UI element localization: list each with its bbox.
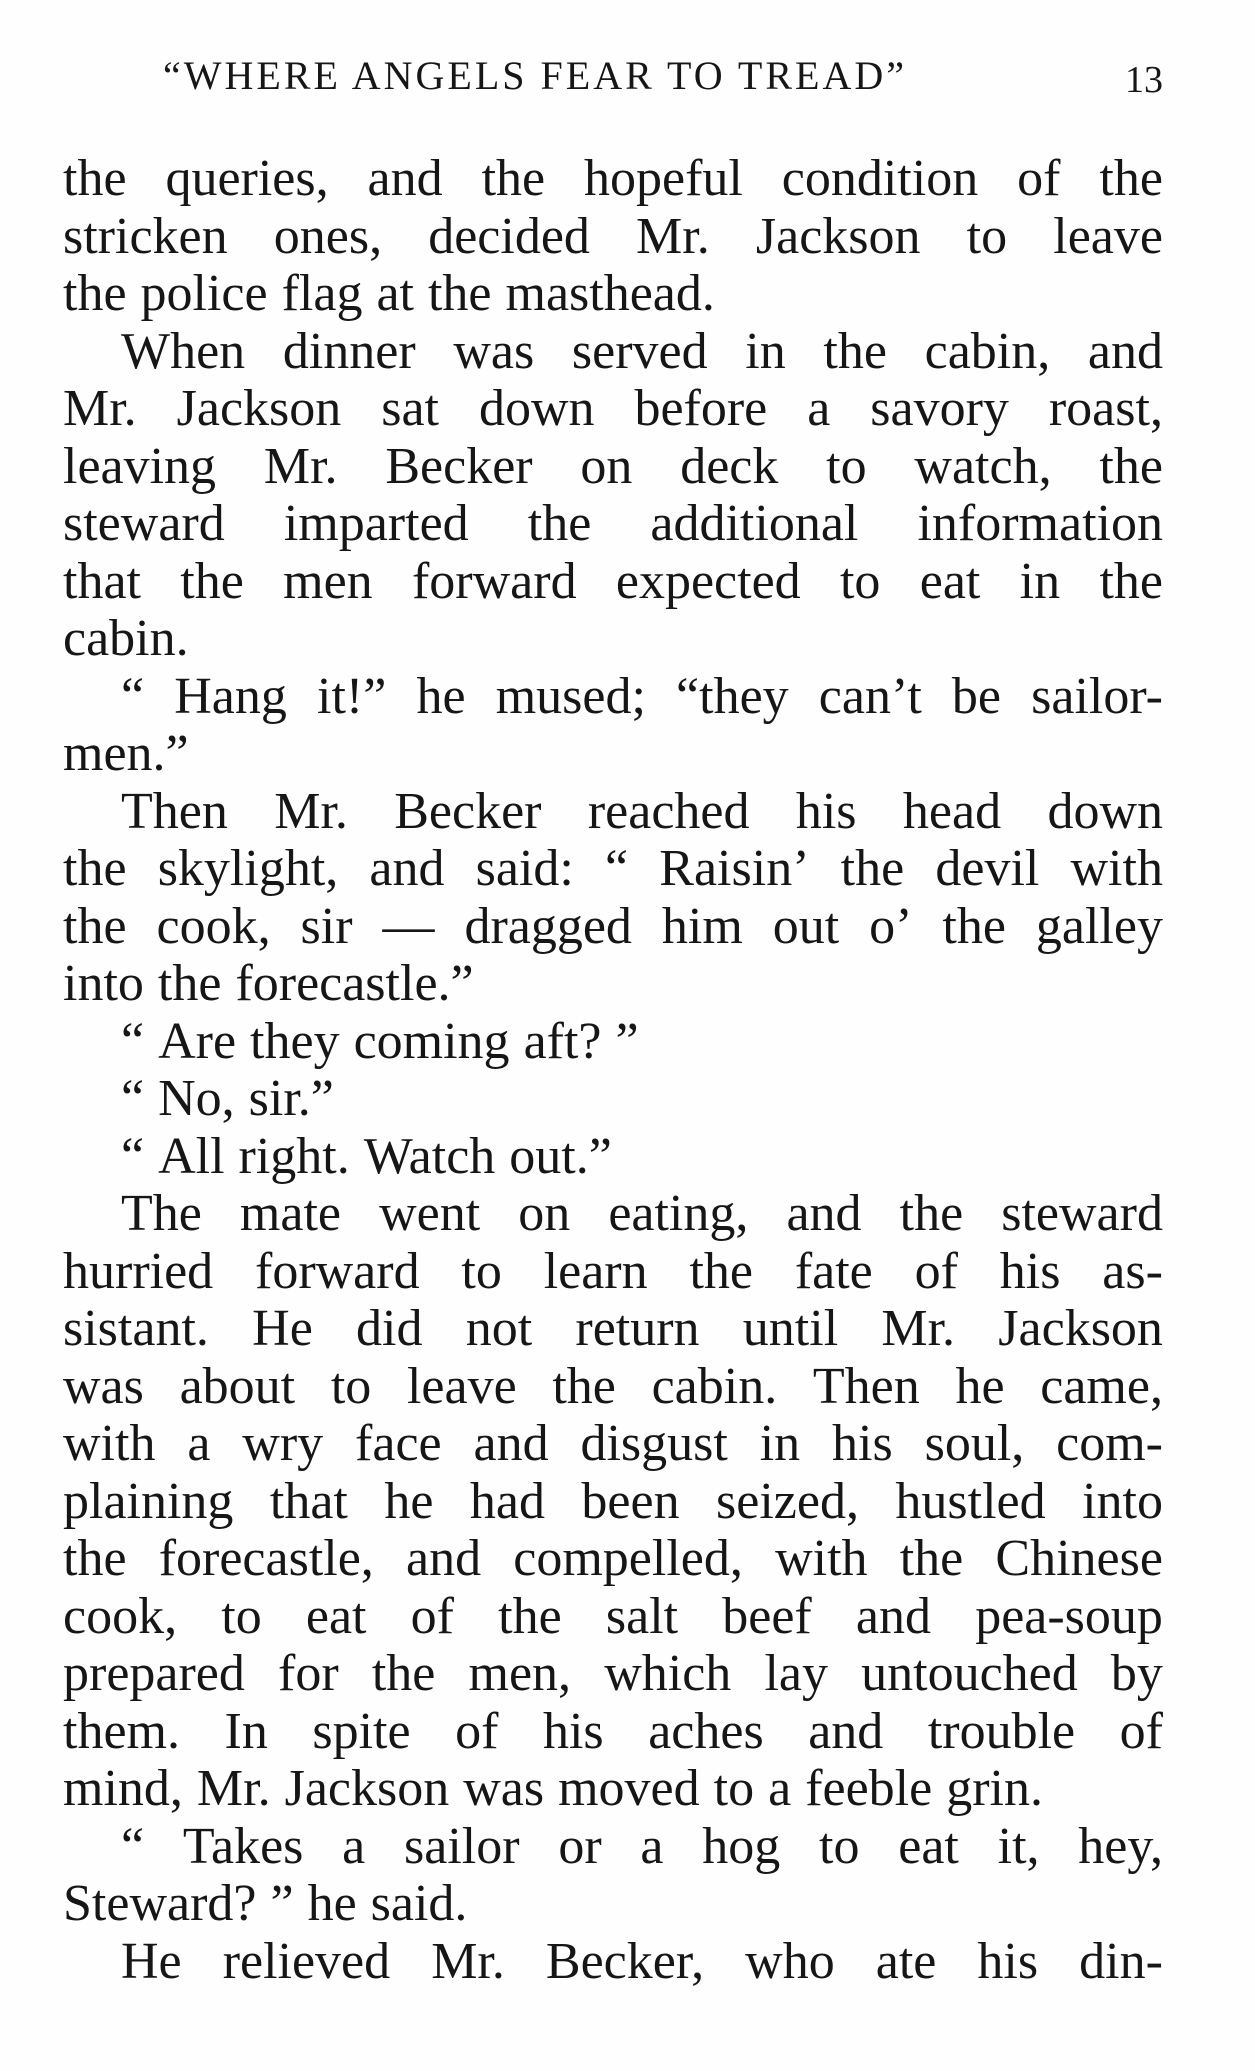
text-line bbox=[63, 438, 1163, 496]
word: sir bbox=[300, 897, 353, 955]
word: in bbox=[745, 322, 786, 380]
word: cook, bbox=[63, 1587, 178, 1645]
word: of bbox=[455, 1702, 499, 1760]
word: Mr. bbox=[274, 782, 348, 840]
word: a bbox=[768, 1760, 792, 1817]
word: untouched bbox=[861, 1645, 1078, 1702]
word: out.” bbox=[509, 1127, 612, 1185]
word: can’t bbox=[818, 667, 922, 725]
word: the bbox=[1099, 552, 1163, 610]
word: said. bbox=[370, 1875, 468, 1932]
word: Mr. bbox=[63, 380, 137, 437]
text-line bbox=[63, 1875, 1163, 1933]
text-line bbox=[63, 1588, 1163, 1646]
word: right. bbox=[238, 1127, 350, 1185]
word: did bbox=[356, 1300, 423, 1357]
word: “ bbox=[121, 1070, 145, 1127]
word: Becker bbox=[394, 782, 542, 840]
word: “ bbox=[605, 840, 629, 897]
text-line bbox=[63, 495, 1163, 553]
word: the bbox=[63, 897, 127, 955]
word: with bbox=[775, 1530, 868, 1587]
word: on bbox=[518, 1185, 571, 1242]
text-line bbox=[63, 1358, 1163, 1416]
word: In bbox=[224, 1702, 268, 1760]
text-line bbox=[63, 1473, 1163, 1531]
word: forecastle, bbox=[158, 1530, 374, 1587]
word: Mr. bbox=[636, 207, 710, 265]
page-number: 13 bbox=[1125, 59, 1163, 101]
word: the bbox=[481, 150, 546, 207]
word: to bbox=[826, 437, 867, 495]
word: fate bbox=[794, 1242, 873, 1300]
word: Jackson bbox=[284, 1760, 450, 1817]
word: police bbox=[140, 265, 268, 322]
word: sistant. bbox=[63, 1300, 209, 1357]
word: “ bbox=[121, 667, 145, 725]
word: to bbox=[819, 1817, 860, 1875]
word: sir.” bbox=[248, 1070, 334, 1127]
text-line bbox=[63, 610, 1163, 668]
word: expected bbox=[615, 552, 801, 610]
text-line bbox=[63, 1300, 1163, 1358]
word: decided bbox=[428, 207, 590, 265]
text-line bbox=[63, 553, 1163, 611]
word: at bbox=[376, 265, 414, 322]
text-line bbox=[63, 1703, 1163, 1761]
text-line bbox=[63, 898, 1163, 956]
word: and bbox=[855, 1587, 932, 1645]
word: wry bbox=[242, 1415, 324, 1472]
word: men bbox=[283, 552, 373, 610]
word: the bbox=[427, 265, 492, 322]
word: of bbox=[410, 1587, 454, 1645]
word: the bbox=[498, 1587, 562, 1645]
word: ate bbox=[875, 1932, 937, 1990]
word: Mr. bbox=[881, 1300, 956, 1357]
word: Jackson bbox=[176, 380, 342, 437]
text-line bbox=[63, 1415, 1163, 1473]
word: “they bbox=[676, 667, 789, 725]
word: of bbox=[1119, 1702, 1163, 1760]
word: hog bbox=[702, 1817, 781, 1875]
word: about bbox=[179, 1357, 296, 1415]
word: leave bbox=[406, 1357, 517, 1415]
running-title: “WHERE ANGELS FEAR TO TREAD” bbox=[163, 53, 907, 98]
word: the bbox=[689, 1242, 753, 1300]
word: galley bbox=[1035, 897, 1163, 955]
text-line bbox=[63, 323, 1163, 381]
text-line bbox=[63, 840, 1163, 898]
word: devil bbox=[935, 840, 1040, 897]
word: disgust bbox=[580, 1415, 728, 1472]
word: for bbox=[278, 1645, 339, 1702]
word: Takes bbox=[182, 1817, 304, 1875]
word: Jackson bbox=[755, 207, 921, 265]
word: trouble bbox=[927, 1702, 1076, 1760]
word: and bbox=[1087, 322, 1163, 380]
word: mind, bbox=[63, 1760, 183, 1817]
word: sailor- bbox=[1031, 667, 1163, 725]
word: return bbox=[575, 1300, 700, 1357]
word: to bbox=[839, 552, 881, 610]
word: to bbox=[461, 1242, 502, 1300]
word: dragged bbox=[464, 897, 632, 955]
word: of bbox=[914, 1242, 958, 1300]
word: a bbox=[187, 1415, 211, 1472]
word: eat bbox=[305, 1587, 367, 1645]
word: a bbox=[342, 1817, 366, 1875]
word: o’ bbox=[869, 897, 913, 955]
word: into bbox=[1082, 1472, 1163, 1530]
word: served bbox=[571, 322, 708, 380]
text-line bbox=[63, 1185, 1163, 1243]
word: his bbox=[795, 782, 857, 840]
word: with bbox=[1070, 840, 1163, 897]
word: the bbox=[180, 552, 244, 610]
word: leave bbox=[1053, 207, 1163, 265]
word: down bbox=[1047, 782, 1163, 840]
word: of bbox=[1017, 150, 1061, 207]
word: cabin. bbox=[651, 1357, 778, 1415]
word: masthead. bbox=[505, 265, 715, 322]
word: ” bbox=[270, 1875, 294, 1932]
word: sat bbox=[381, 380, 439, 437]
word: out bbox=[772, 897, 840, 955]
word: down bbox=[478, 380, 595, 437]
word: Mr. bbox=[196, 1760, 271, 1817]
word: men.” bbox=[63, 725, 189, 782]
word: grin. bbox=[946, 1760, 1043, 1817]
word: to bbox=[221, 1587, 262, 1645]
text-line bbox=[63, 1128, 1163, 1186]
word: Becker, bbox=[545, 1932, 705, 1990]
running-head bbox=[63, 52, 1163, 102]
word: When bbox=[121, 322, 246, 380]
word: and bbox=[786, 1185, 862, 1242]
word: The bbox=[121, 1185, 202, 1242]
word: the bbox=[1099, 150, 1163, 207]
word: Becker bbox=[385, 437, 533, 495]
word: aft? bbox=[523, 1012, 602, 1070]
word: ones, bbox=[273, 207, 383, 265]
word: skylight, bbox=[157, 840, 339, 897]
word: and bbox=[473, 1415, 549, 1472]
word: the bbox=[63, 265, 127, 322]
word: compelled, bbox=[513, 1530, 743, 1587]
word: stricken bbox=[63, 207, 228, 265]
word: in bbox=[1019, 552, 1061, 610]
word: to bbox=[713, 1760, 755, 1817]
word: he bbox=[307, 1875, 357, 1932]
word: they bbox=[250, 1012, 340, 1070]
word: imparted bbox=[283, 495, 469, 552]
word: eating, bbox=[608, 1185, 749, 1242]
word: until bbox=[742, 1300, 839, 1357]
text-line bbox=[63, 668, 1163, 726]
word: his bbox=[832, 1415, 893, 1472]
word: learn bbox=[543, 1242, 648, 1300]
word: hopeful bbox=[584, 150, 743, 207]
text-line bbox=[63, 783, 1163, 841]
word: He bbox=[121, 1932, 182, 1990]
text-line bbox=[63, 1243, 1163, 1301]
word: and bbox=[369, 840, 445, 897]
word: Hang bbox=[174, 667, 287, 725]
word: him bbox=[661, 897, 743, 955]
word: watch, bbox=[914, 437, 1052, 495]
word: “ bbox=[121, 1817, 145, 1875]
word: prepared bbox=[63, 1645, 245, 1702]
word: and bbox=[406, 1530, 482, 1587]
body-text bbox=[63, 150, 1163, 1990]
word: the bbox=[63, 840, 127, 897]
word: the bbox=[552, 1357, 616, 1415]
word: he bbox=[384, 1472, 434, 1530]
word: by bbox=[1110, 1645, 1163, 1702]
word: came, bbox=[1040, 1357, 1163, 1415]
word: the bbox=[527, 495, 592, 552]
text-line bbox=[63, 1818, 1163, 1876]
word: cabin, bbox=[924, 322, 1051, 380]
word: condition bbox=[781, 150, 979, 207]
text-line bbox=[63, 208, 1163, 266]
word: his bbox=[999, 1242, 1061, 1300]
word: a bbox=[807, 380, 831, 437]
word: aches bbox=[648, 1702, 764, 1760]
word: Then bbox=[121, 782, 228, 840]
text-line bbox=[63, 955, 1163, 1013]
word: the bbox=[840, 840, 905, 897]
word: head bbox=[902, 782, 1002, 840]
word: it, bbox=[997, 1817, 1040, 1875]
word: hey, bbox=[1078, 1817, 1163, 1875]
word: was bbox=[463, 1760, 545, 1817]
word: mate bbox=[239, 1185, 341, 1242]
word: reached bbox=[587, 782, 750, 840]
text-line bbox=[63, 1013, 1163, 1071]
word: forward bbox=[411, 552, 577, 610]
word: it!” bbox=[317, 667, 387, 725]
word: Jackson bbox=[998, 1300, 1163, 1357]
word: before bbox=[634, 380, 768, 437]
word: additional bbox=[650, 495, 859, 552]
word: them. bbox=[63, 1702, 180, 1760]
word: soul, bbox=[924, 1415, 1025, 1472]
word: been bbox=[581, 1472, 680, 1530]
word: men, bbox=[468, 1645, 572, 1702]
word: “ bbox=[121, 1127, 145, 1185]
word: on bbox=[580, 437, 633, 495]
word: face bbox=[355, 1415, 442, 1472]
text-line bbox=[63, 150, 1163, 208]
word: beef bbox=[722, 1587, 812, 1645]
word: not bbox=[465, 1300, 533, 1357]
word: mused; bbox=[495, 667, 646, 725]
word: queries, bbox=[165, 150, 329, 207]
word: went bbox=[379, 1185, 481, 1242]
word: He bbox=[252, 1300, 313, 1357]
word: with bbox=[63, 1415, 156, 1472]
word: coming bbox=[353, 1012, 510, 1070]
word: that bbox=[269, 1472, 348, 1530]
word: be bbox=[951, 667, 1002, 725]
word: and bbox=[367, 150, 443, 207]
word: sailor bbox=[404, 1817, 520, 1875]
word: to bbox=[330, 1357, 372, 1415]
word: relieved bbox=[222, 1932, 391, 1990]
word: forecastle.” bbox=[235, 955, 474, 1012]
word: steward bbox=[1001, 1185, 1163, 1242]
word: ” bbox=[615, 1012, 639, 1070]
word: Raisin’ bbox=[659, 840, 810, 897]
text-line bbox=[63, 380, 1163, 438]
word: and bbox=[808, 1702, 884, 1760]
word: hurried bbox=[63, 1242, 214, 1300]
word: cook, bbox=[156, 897, 271, 955]
word: hustled bbox=[895, 1472, 1046, 1530]
word: lay bbox=[764, 1645, 828, 1702]
word: eat bbox=[898, 1817, 959, 1875]
text-line bbox=[63, 725, 1163, 783]
word: flag bbox=[281, 265, 363, 322]
word: din- bbox=[1079, 1932, 1163, 1990]
word: seized, bbox=[716, 1472, 859, 1530]
word: No, bbox=[158, 1070, 235, 1127]
word: steward bbox=[63, 495, 225, 552]
word: his bbox=[542, 1702, 604, 1760]
word: Then bbox=[812, 1357, 920, 1415]
word: savory bbox=[870, 380, 1009, 437]
word: com- bbox=[1056, 1415, 1163, 1472]
word: to bbox=[966, 207, 1008, 265]
text-line bbox=[63, 265, 1163, 323]
word: Are bbox=[158, 1012, 237, 1070]
word: that bbox=[63, 552, 141, 610]
word: the bbox=[371, 1645, 436, 1702]
text-line bbox=[63, 1530, 1163, 1588]
word: into bbox=[63, 955, 144, 1012]
word: All bbox=[158, 1127, 225, 1185]
word: pea-soup bbox=[975, 1587, 1163, 1645]
word: the bbox=[63, 150, 127, 207]
word: the bbox=[942, 897, 1006, 955]
word: leaving bbox=[63, 437, 217, 495]
word: the bbox=[823, 322, 887, 380]
word: eat bbox=[919, 552, 981, 610]
word: he bbox=[955, 1357, 1005, 1415]
word: spite bbox=[312, 1702, 411, 1760]
word: was bbox=[63, 1357, 144, 1415]
word: roast, bbox=[1048, 380, 1163, 437]
word: dinner bbox=[282, 322, 416, 380]
word: plaining bbox=[63, 1472, 234, 1530]
text-line bbox=[63, 1760, 1163, 1818]
word: in bbox=[759, 1415, 801, 1472]
word: who bbox=[745, 1932, 835, 1990]
word: feeble bbox=[805, 1760, 933, 1817]
word: or bbox=[558, 1817, 602, 1875]
word: was bbox=[453, 322, 535, 380]
word: cabin. bbox=[63, 610, 189, 667]
word: Mr. bbox=[263, 437, 338, 495]
word: deck bbox=[680, 437, 779, 495]
word: forward bbox=[255, 1242, 420, 1300]
text-line bbox=[63, 1933, 1163, 1991]
word: as- bbox=[1102, 1242, 1163, 1300]
word: moved bbox=[558, 1760, 700, 1817]
word: the bbox=[63, 1530, 127, 1587]
word: had bbox=[469, 1472, 545, 1530]
word: he bbox=[416, 667, 466, 725]
word: the bbox=[1099, 437, 1163, 495]
word: — bbox=[382, 897, 435, 955]
word: a bbox=[640, 1817, 664, 1875]
word: “ bbox=[121, 1012, 145, 1070]
word: his bbox=[977, 1932, 1039, 1990]
word: the bbox=[899, 1530, 964, 1587]
word: said: bbox=[475, 840, 574, 897]
word: Chinese bbox=[995, 1530, 1163, 1587]
word: the bbox=[899, 1185, 964, 1242]
text-line bbox=[63, 1070, 1163, 1128]
word: salt bbox=[605, 1587, 679, 1645]
word: information bbox=[917, 495, 1163, 552]
word: the bbox=[157, 955, 222, 1012]
word: Mr. bbox=[431, 1932, 505, 1990]
text-line bbox=[63, 1645, 1163, 1703]
word: Steward? bbox=[63, 1875, 257, 1932]
word: which bbox=[604, 1645, 732, 1702]
word: Watch bbox=[363, 1127, 496, 1185]
